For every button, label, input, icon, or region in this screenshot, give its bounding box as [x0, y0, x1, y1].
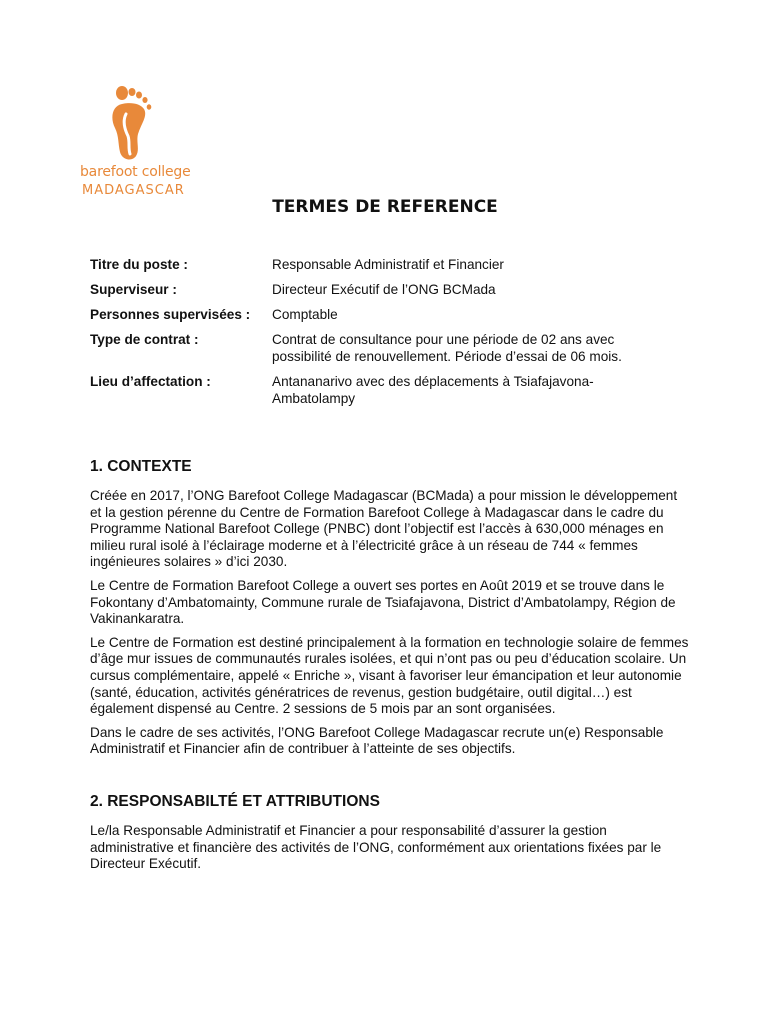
job-info-table [90, 256, 690, 415]
info-row-job-title [90, 256, 690, 273]
info-row-contract-type [90, 331, 690, 365]
section-heading: 2. RESPONSABILTÉ ET ATTRIBUTIONS [90, 793, 380, 810]
info-label: Lieu d’affectation : [90, 374, 211, 389]
info-row-supervised [90, 306, 690, 323]
logo-text-madagascar: MADAGASCAR [82, 183, 185, 198]
info-label: Type de contrat : [90, 332, 199, 347]
info-value: Comptable [272, 307, 338, 322]
info-value: Responsable Administratif et Financier [272, 257, 504, 272]
logo-text-barefoot-college: barefoot college [80, 164, 191, 180]
organization-logo [78, 84, 191, 204]
document-title: TERMES DE REFERENCE [272, 197, 498, 217]
footprint-icon [98, 84, 158, 164]
section-paragraph: Le/la Responsable Administratif et Financier a pour responsabilité d’assurer la gestion administrative et financière des activités de l’ONG, conformément aux orientations fixées par le Directeur Exécutif. [90, 823, 662, 872]
section-paragraph: Dans le cadre de ses activités, l’ONG Barefoot College Madagascar recrute un(e) Responsable Administratif et Financier afin de contribuer à l’atteinte de ses objectifs. [90, 724, 664, 757]
section-paragraph: Le Centre de Formation est destiné principalement à la formation en technologie solaire de femmes d’âge mur issues de communautés rurales isolées, et qui n’ont pas ou peu d’éducation scolaire. Un cursus complémentaire, appelé « Enriche », visant à favoriser leur émancipation et leur autonomie (santé, éducation, activités génératrices de revenus, gestion budgétaire, outil digital…) est également dispensé au Centre. 2 sessions de 5 mois par an sont organisées. [90, 634, 689, 717]
info-label: Personnes supervisées : [90, 307, 251, 322]
info-row-supervisor [90, 281, 690, 298]
section-heading: 1. CONTEXTE [90, 458, 192, 475]
info-label: Superviseur : [90, 282, 177, 297]
info-row-location [90, 373, 690, 407]
info-label: Titre du poste : [90, 257, 188, 272]
info-value: Directeur Exécutif de l’ONG BCMada [272, 282, 496, 297]
section-paragraph: Le Centre de Formation Barefoot College a ouvert ses portes en Août 2019 et se trouve dans le Fokontany d’Ambatomainty, Commune rurale de Tsiafajavona, District d’Ambatolampy, Région de Vakinankaratra. [90, 577, 676, 627]
section-responsibilities [90, 793, 690, 880]
info-value: Contrat de consultance pour une période de 02 ans avec possibilité de renouvellement. Période d’essai de 06 mois. [272, 332, 622, 364]
section-paragraph: Créée en 2017, l’ONG Barefoot College Madagascar (BCMada) a pour mission le développement et la gestion pérenne du Centre de Formation Barefoot College à Madagascar dans le cadre du Programme National Barefoot College (PNBC) dont l’objectif est l’accès à 630,000 ménages en milieu rural isolé à l’éclairage moderne et à l’électricité grâce à un réseau de 744 « femmes ingénieures solaires » d’ici 2030. [90, 488, 678, 570]
section-context [90, 458, 690, 765]
info-value: Antananarivo avec des déplacements à Tsiafajavona-Ambatolampy [272, 374, 594, 406]
